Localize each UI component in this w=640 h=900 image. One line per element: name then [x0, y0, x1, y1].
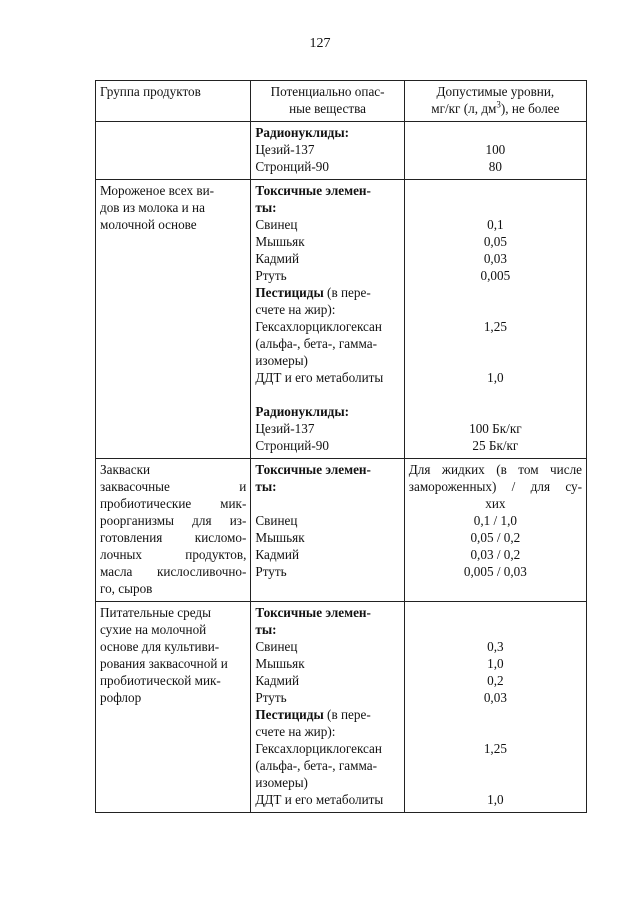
substance-text: Гексахлорциклогексан [255, 319, 382, 334]
substance-text [255, 284, 399, 301]
header-unit-tail: ), не более [500, 101, 560, 116]
level-cell [405, 602, 586, 812]
substance-text: Токсичные элемен- [255, 183, 371, 198]
substance-text: Кадмий [255, 673, 300, 688]
substance-heading: Пестициды [255, 707, 324, 722]
table-row [95, 121, 587, 179]
spacer [409, 774, 582, 791]
level-cell [405, 459, 586, 601]
spacer [409, 335, 582, 352]
product-group-text: рофлор [100, 690, 142, 705]
spacer [409, 723, 582, 740]
spacer [409, 604, 582, 621]
substance-text: счете на жир): [255, 302, 336, 317]
level-value: хих [485, 496, 506, 511]
level-value: 1,0 [487, 792, 504, 807]
product-group-cell [96, 602, 251, 812]
substance-text: (альфа-, бета-, гамма- [255, 336, 377, 351]
substance-text: Стронций-90 [255, 438, 329, 453]
substance-text: ДДТ и его метаболиты [255, 370, 384, 385]
level-value: 100 Бк/кг [469, 421, 522, 436]
product-group-text: пробиотические мик- [100, 496, 247, 511]
substance-text: изомеры) [255, 775, 308, 790]
spacer [409, 386, 582, 403]
header-unit-text: мг/кг (л, дм [431, 101, 497, 116]
product-group-cell [96, 122, 251, 179]
level-value: 0,1 [487, 217, 504, 232]
substance-text: Свинец [255, 639, 298, 654]
substance-text: ДДТ и его метаболиты [255, 792, 384, 807]
substance-text: ты: [255, 479, 277, 494]
product-group-text: лочных продуктов, [100, 547, 247, 562]
spacer [409, 182, 582, 199]
substance-text: Кадмий [255, 251, 300, 266]
spacer [409, 621, 582, 638]
substance-text: ты: [255, 622, 277, 637]
level-value: 0,2 [487, 673, 504, 688]
substance-text: счете на жир): [255, 724, 336, 739]
level-value: 1,0 [487, 370, 504, 385]
table-row [95, 458, 587, 601]
table-header-row [95, 80, 587, 121]
product-group-text: Закваски [100, 462, 151, 477]
header-substances [251, 81, 404, 121]
level-value: 0,03 [483, 690, 507, 705]
substance-text [255, 706, 399, 723]
substance-cell [251, 180, 404, 458]
level-cell [405, 180, 586, 458]
level-value: 0,05 [483, 234, 507, 249]
level-value: Для жидких (в том числе [408, 462, 582, 477]
substance-text: Кадмий [255, 547, 300, 562]
spacer [409, 301, 582, 318]
substance-text: Ртуть [255, 690, 287, 705]
substance-text: Мышьяк [255, 234, 305, 249]
product-group-text: масла кислосливочно- [100, 564, 247, 579]
substance-text: Мышьяк [255, 656, 305, 671]
product-group-text: дов из молока и на [100, 200, 205, 215]
substance-text: Радионуклиды: [255, 125, 350, 140]
header-text: Допустимые уровни, [436, 84, 555, 99]
spacer [255, 495, 399, 512]
level-value: 0,3 [487, 639, 504, 654]
product-group-cell [96, 459, 251, 601]
substance-heading-tail: (в пере- [323, 285, 371, 300]
level-value: 0,005 [480, 268, 511, 283]
product-group-text: готовления кисломо- [100, 530, 247, 545]
product-group-text: пробиотической мик- [100, 673, 221, 688]
header-permissible-levels [405, 81, 586, 121]
table-row [95, 601, 587, 813]
substance-text: Цезий-137 [255, 421, 315, 436]
substance-text: Гексахлорциклогексан [255, 741, 382, 756]
product-group-text: Питательные среды [100, 605, 211, 620]
spacer [255, 386, 399, 403]
limits-table [95, 80, 587, 813]
level-value: замороженных) / для су- [408, 479, 582, 494]
level-value: 1,25 [483, 741, 507, 756]
header-text [409, 100, 582, 117]
spacer [409, 403, 582, 420]
header-text: Потенциально опас- [270, 84, 385, 99]
header-text: Группа продуктов [100, 84, 201, 99]
product-group-text: сухие на молочной [100, 622, 207, 637]
substance-cell [251, 602, 404, 812]
page-number: 127 [309, 36, 331, 51]
level-cell [405, 122, 586, 179]
substance-text: Токсичные элемен- [255, 462, 371, 477]
level-value: 0,1 / 1,0 [473, 513, 517, 528]
substance-text: изомеры) [255, 353, 308, 368]
substance-text: Стронций-90 [255, 159, 329, 174]
substance-text: Мышьяк [255, 530, 305, 545]
level-value: 0,03 / 0,2 [470, 547, 521, 562]
spacer [409, 757, 582, 774]
product-group-text: рования заквасочной и [100, 656, 228, 671]
substance-text: Радионуклиды: [255, 404, 350, 419]
level-value: 1,0 [487, 656, 504, 671]
level-value: 80 [488, 159, 502, 174]
spacer [409, 352, 582, 369]
substance-text: Свинец [255, 217, 298, 232]
spacer [409, 199, 582, 216]
substance-cell [251, 459, 404, 601]
substance-text: Ртуть [255, 564, 287, 579]
level-value: 0,05 / 0,2 [470, 530, 521, 545]
product-group-text: заквасочные и [100, 479, 247, 494]
spacer [409, 124, 582, 141]
header-product-group [96, 81, 251, 121]
substance-cell [251, 122, 404, 179]
substance-heading: Пестициды [255, 285, 324, 300]
substance-text: Цезий-137 [255, 142, 315, 157]
header-text: ные вещества [289, 101, 367, 116]
level-value: 25 Бк/кг [472, 438, 519, 453]
level-value: 1,25 [483, 319, 507, 334]
product-group-text: молочной основе [100, 217, 197, 232]
table-row [95, 179, 587, 458]
substance-heading-tail: (в пере- [323, 707, 371, 722]
level-value: 0,03 [483, 251, 507, 266]
level-value: 0,005 / 0,03 [463, 564, 527, 579]
spacer [409, 284, 582, 301]
substance-text: ты: [255, 200, 277, 215]
product-group-text: го, сыров [100, 581, 153, 596]
substance-text: Свинец [255, 513, 298, 528]
header-unit-sup: 3 [496, 99, 501, 110]
spacer [409, 706, 582, 723]
product-group-text: Мороженое всех ви- [100, 183, 215, 198]
product-group-text: основе для культиви- [100, 639, 220, 654]
product-group-cell [96, 180, 251, 458]
substance-text: Токсичные элемен- [255, 605, 371, 620]
product-group-text: роорганизмы для из- [100, 513, 247, 528]
substance-text: (альфа-, бета-, гамма- [255, 758, 377, 773]
level-value: 100 [485, 142, 506, 157]
substance-text: Ртуть [255, 268, 287, 283]
